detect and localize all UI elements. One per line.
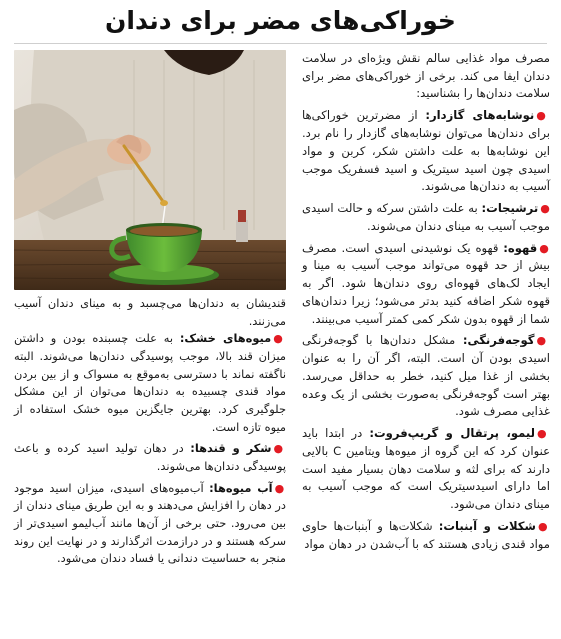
title-divider [14, 43, 547, 44]
page-title: خوراکی‌های مضر برای دندان [105, 6, 456, 35]
left-column [14, 50, 286, 572]
item-heading: ترشیجات: [481, 200, 539, 215]
intro-paragraph: مصرف مواد غذایی سالم نقش ویژه‌ای در سلامت دندان ایفا می کند. برخی از خوراکی‌های مضر برای سلامت دندان‌ها را بشناسید: [302, 51, 550, 101]
item-heading: شکلات و آبنبات: [438, 518, 536, 533]
item-heading: نوشابه‌های گازدار: [425, 108, 535, 123]
bullet-icon: ● [540, 201, 550, 215]
item-coffee [302, 240, 550, 329]
item-text: در دهان تولید اسید کرده و باعث پوسیدگی دندان‌ها می‌شوند. [14, 441, 286, 474]
item-text: شکلات‌ها و آبنبات‌ها حاوی مواد قندی زیادی هستند که با آب‌شدن در دهان مواد [302, 518, 550, 551]
item-soda [302, 107, 550, 196]
bullet-icon: ● [273, 442, 287, 456]
item-heading: شکر و قندها: [190, 441, 272, 456]
item-citrus [302, 425, 550, 514]
item-juice [14, 480, 286, 568]
item-heading: میوه‌های خشک: [179, 331, 272, 346]
item-tomato [302, 332, 550, 421]
item-text: قهوه یک نوشیدنی اسیدی است. مصرف بیش از حد قهوه می‌تواند موجب آسیب به مینا و ایجاد لک‌های قهوه‌ای روی دندان‌ها شود. اگر به قهوه شکر اضافه کنید بدتر می‌شود؛ زیرا دندان‌های شما از قهوه بدون شکر کمی کمتر آسیب می‌بینند. [302, 240, 550, 326]
bullet-icon: ● [537, 519, 550, 533]
item-text: آب‌میوه‌های اسیدی، میزان اسید موجود در دهان را افزایش می‌دهند و به این طریق مینای دندان از بین می‌رود. حتی برخی از آن‌ها مانند آب‌لیمو اسیدی‌تر از سرکه هستند و در درازمدت اثرگذارند و در نهایت این روند منجر به حساسیت دندانی یا فساد دندان می‌شود. [14, 480, 286, 566]
photo-caption: قندیشان به دندان‌ها می‌چسبد و به مینای دندان آسیب می‌زنند. [14, 296, 286, 328]
item-dried-fruit [14, 330, 286, 436]
left-text [14, 330, 286, 568]
item-pickles [302, 200, 550, 236]
item-heading: لیمو، پرتقال و گریپ‌فروت: [369, 426, 535, 441]
item-heading: آب میوه‌ها: [209, 480, 273, 495]
bullet-icon: ● [536, 427, 550, 441]
article-photo [14, 50, 286, 290]
item-text: از مضرترین خوراکی‌ها برای دندان‌ها می‌توان نوشابه‌های گازدار را نام برد. این نوشابه‌ها به علت داشتن شکر، کربن و مواد اسیدی چون اسید سیتریک و اسید فسفریک موجب آسیب به دندان‌ها می‌شوند. [302, 108, 550, 194]
item-text: به علت چسبنده بودن و داشتن میزان قند بالا، موجب پوسیدگی دندان‌ها می‌شوند. البته ناگفته نماند با دسترسی به‌موقع به مسواک و از بین بردن مواد قندی چسبیده به دندان‌ها می‌توان از این مشکل جلوگیری کرد. بهترین جایگزین میوه خشک استفاده از میوه تازه است. [14, 331, 286, 434]
item-heading: گوجه‌فرنگی: [462, 333, 535, 348]
item-text: مشکل دندان‌ها با گوجه‌فرنگی اسیدی بودن آن است. البته، اگر آن را به عنوان بخشی از غذا میل کنید، خطر به حداقل می‌رسد. بهتر است گوجه‌فرنگی به‌صورت بخشی از یک وعده غذایی مصرف شود. [302, 333, 550, 419]
item-candy [302, 518, 550, 554]
bullet-icon: ● [273, 332, 287, 346]
item-text: در ابتدا باید عنوان کرد که این گروه از میوه‌ها ویتامین C بالایی دارند که برای لثه و سلامت دهان بسیار مفید است اما دارای اسیدسیتریک است که موجب آسیب به مینای دندان می‌شود. [302, 426, 550, 512]
bullet-icon: ● [536, 109, 550, 123]
bullet-icon: ● [539, 241, 550, 255]
item-sugar [14, 440, 286, 475]
bullet-icon: ● [536, 334, 550, 348]
bullet-icon: ● [274, 481, 286, 495]
item-text: به علت داشتن سرکه و حالت اسیدی موجب آسیب به مینای دندان می‌شوند. [302, 200, 550, 233]
item-heading: قهوه: [503, 240, 538, 255]
right-column [302, 50, 550, 557]
